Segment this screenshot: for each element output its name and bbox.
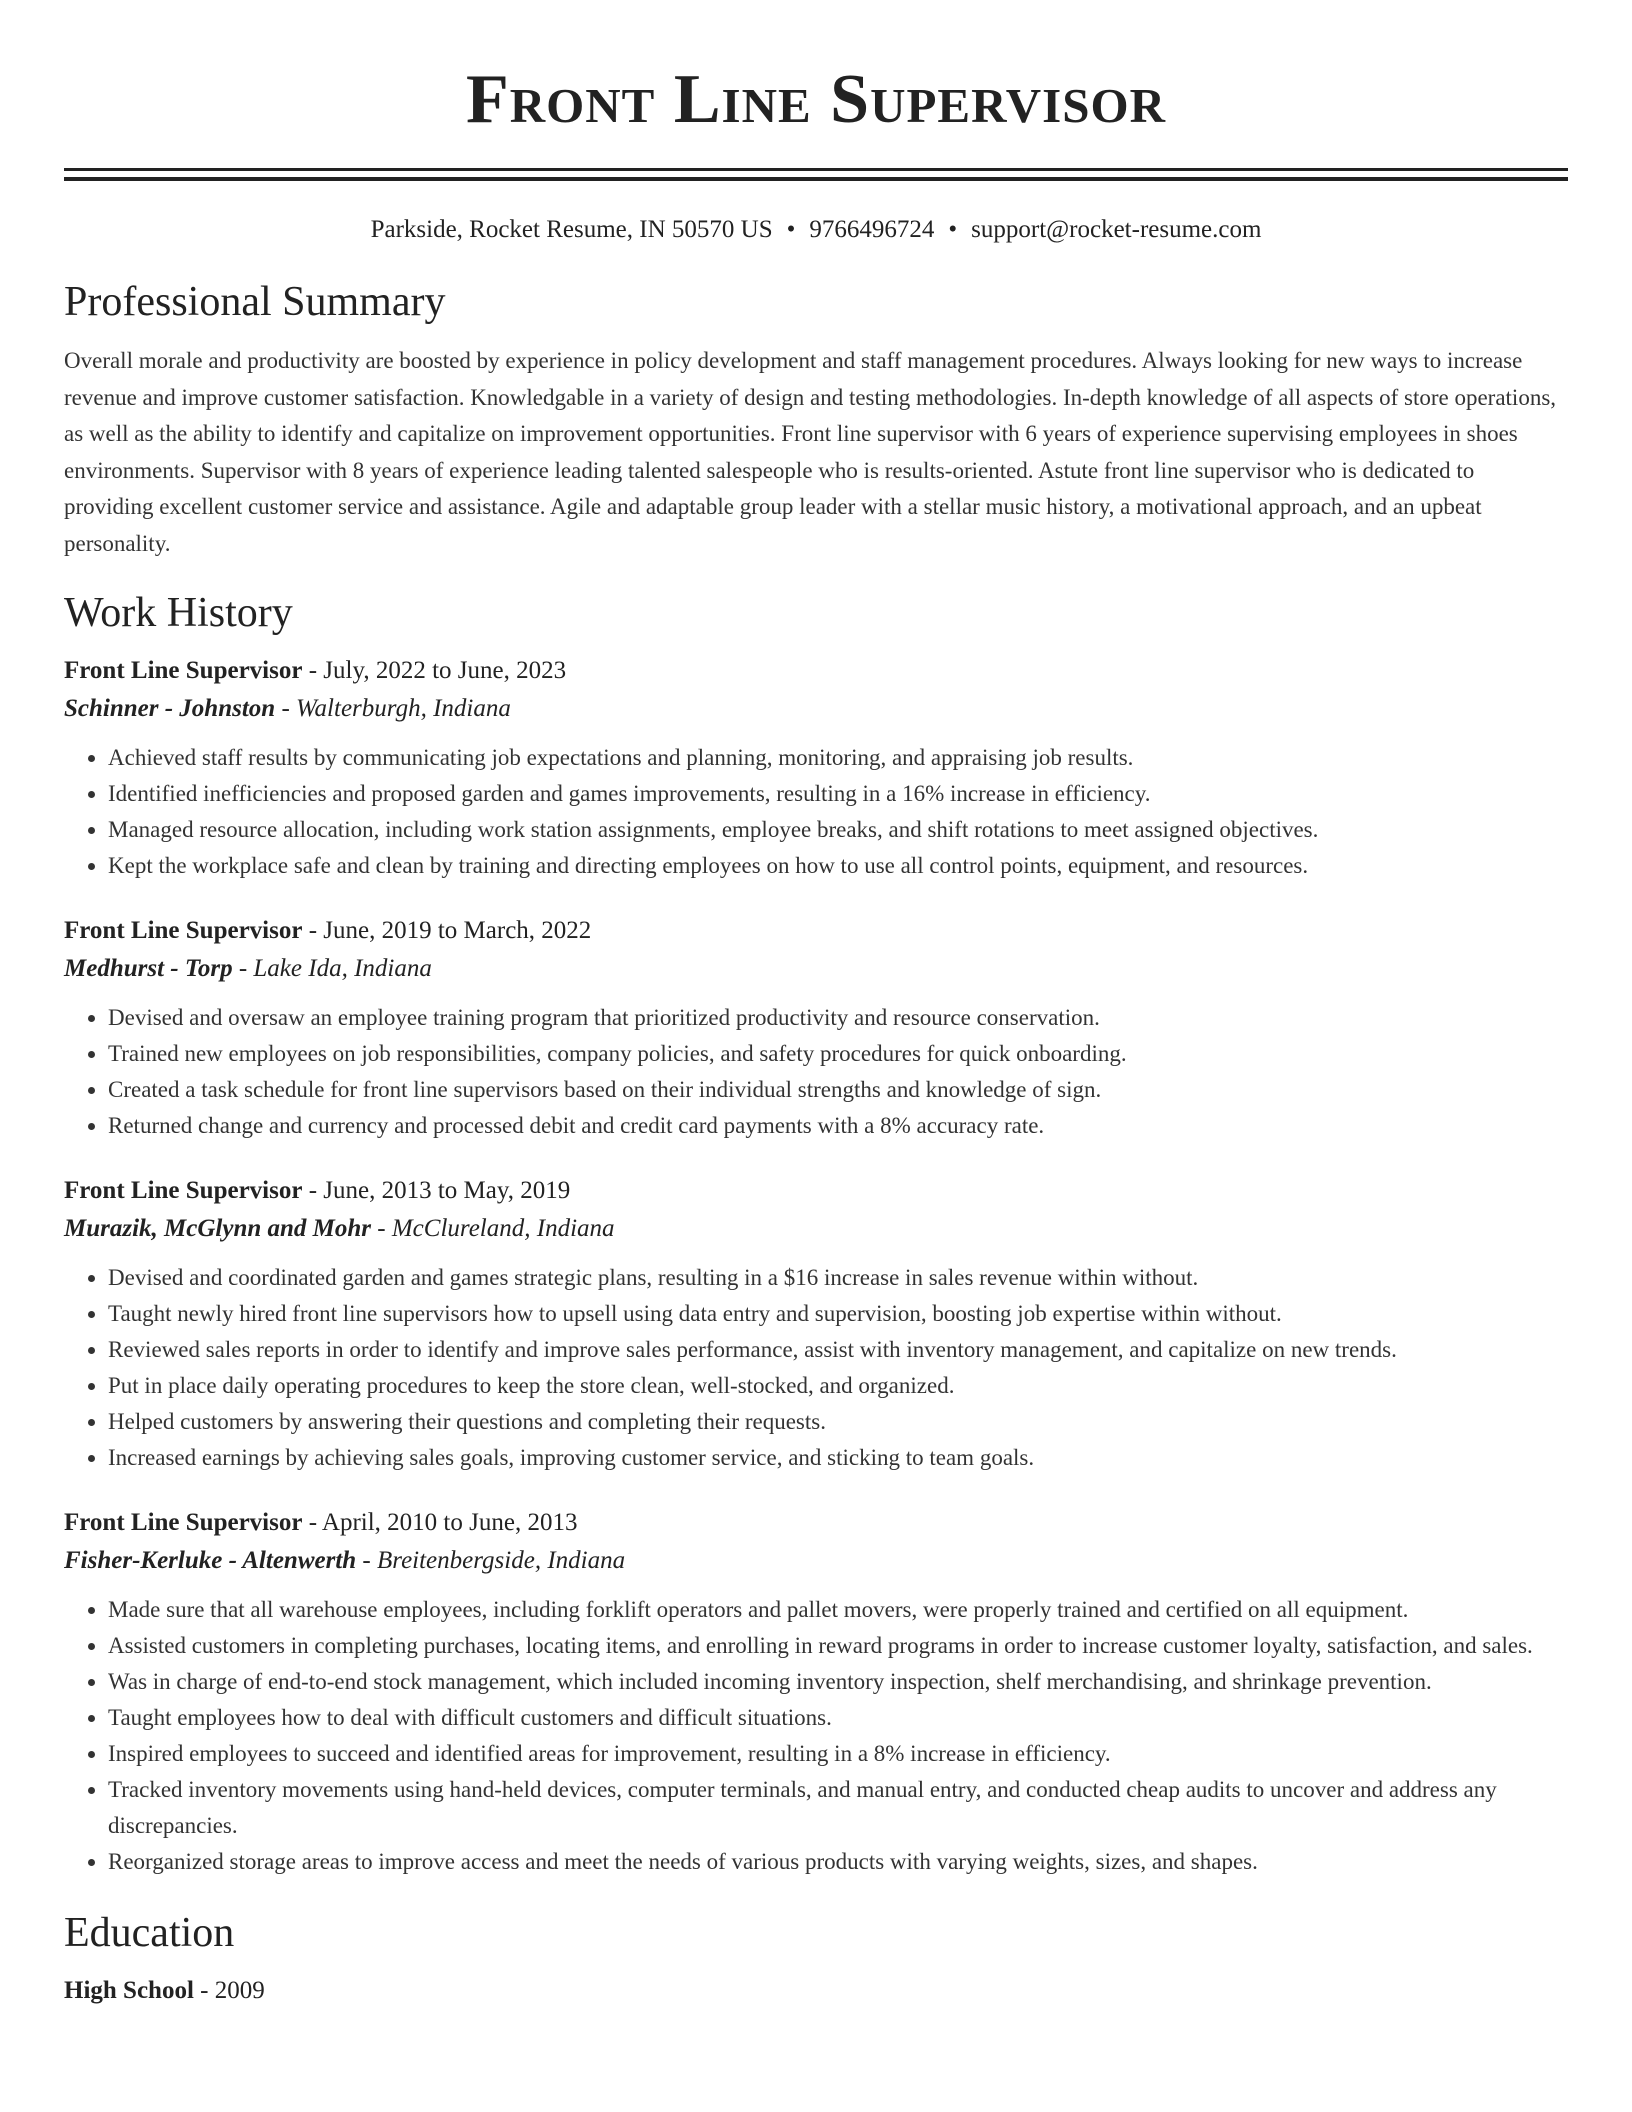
job-bullet: • Taught newly hired front line supervisors how to upsell using data entry and supervision, boosting job expertise within without. bbox=[108, 1296, 1568, 1332]
job-entry bbox=[64, 1504, 1568, 1880]
job-bullet: • Assisted customers in completing purchases, locating items, and enrolling in reward programs in order to increase customer loyalty, satisfaction, and sales. bbox=[108, 1628, 1568, 1664]
employer-line bbox=[64, 690, 1568, 728]
job-bullet: • Inspired employees to succeed and identified areas for improvement, resulting in a 8% increase in efficiency. bbox=[108, 1736, 1568, 1772]
contact-email: support@rocket-resume.com bbox=[971, 216, 1262, 243]
candidate-name: Front Line Supervisor bbox=[466, 61, 1166, 138]
job-entry bbox=[64, 652, 1568, 884]
job-bullet: • Achieved staff results by communicating job expectations and planning, monitoring, and appraising job results. bbox=[108, 740, 1568, 776]
job-dates: - June, 2019 to March, 2022 bbox=[302, 917, 592, 944]
employer-line bbox=[64, 1542, 1568, 1580]
contact-phone: 9766496724 bbox=[809, 216, 935, 243]
job-bullet: • Kept the workplace safe and clean by training and directing employees on how to use all control points, equipment, and resources. bbox=[108, 848, 1568, 884]
job-bullet: • Trained new employees on job responsibilities, company policies, and safety procedures for quick onboarding. bbox=[108, 1036, 1568, 1072]
section-title-education: Education bbox=[64, 1910, 235, 1956]
job-dates: - April, 2010 to June, 2013 bbox=[302, 1509, 578, 1536]
employer-name: Schinner - Johnston bbox=[64, 695, 276, 722]
employer-location: - Breitenbergside, Indiana bbox=[356, 1547, 626, 1574]
job-bullet: • Returned change and currency and processed debit and credit card payments with a 8% accuracy rate. bbox=[108, 1108, 1568, 1144]
job-bullet: • Reorganized storage areas to improve access and meet the needs of various products with varying weights, sizes, and shapes. bbox=[108, 1844, 1568, 1880]
job-title-line bbox=[64, 912, 1568, 950]
employer-name: Medhurst - Torp bbox=[64, 955, 233, 982]
job-dates: - July, 2022 to June, 2023 bbox=[302, 657, 567, 684]
summary-text: Overall morale and productivity are boosted by experience in policy development and staff management procedures. Always looking for new ways to increase revenue and improve customer satisfaction. Knowledgable in a variety of design and testing methodologies. In-depth knowledge of all aspects of store operations, as well as the ability to identify and capitalize on improvement opportunities. Front line supervisor with 6 years of experience supervising employees in shoes environments. Supervisor with 8 years of experience leading talented salespeople who is results-oriented. Astute front line supervisor who is dedicated to providing excellent customer service and assistance. Agile and adaptable group leader with a stellar music history, a motivational approach, and an upbeat personality. bbox=[64, 348, 1557, 556]
job-entry bbox=[64, 912, 1568, 1144]
contact-address: Parkside, Rocket Resume, IN 50570 US bbox=[370, 216, 773, 243]
job-bullet: • Tracked inventory movements using hand-held devices, computer terminals, and manual entry, and conducted cheap audits to uncover and address any discrepancies. bbox=[108, 1772, 1568, 1844]
job-entry bbox=[64, 1172, 1568, 1476]
job-role: Front Line Supervisor bbox=[64, 657, 303, 684]
job-bullet: • Increased earnings by achieving sales goals, improving customer service, and sticking to team goals. bbox=[108, 1440, 1568, 1476]
education-year: - 2009 bbox=[193, 1977, 265, 2004]
job-bullets bbox=[64, 1000, 1568, 1144]
job-dates: - June, 2013 to May, 2019 bbox=[302, 1177, 571, 1204]
employer-line bbox=[64, 1210, 1568, 1248]
section-title-work-history: Work History bbox=[64, 590, 293, 636]
job-role: Front Line Supervisor bbox=[64, 1177, 303, 1204]
job-title-line bbox=[64, 1504, 1568, 1542]
job-bullet: • Was in charge of end-to-end stock management, which included incoming inventory inspection, shelf merchandising, and shrinkage prevention. bbox=[108, 1664, 1568, 1700]
contact-line bbox=[64, 215, 1568, 245]
employer-name: Murazik, McGlynn and Mohr bbox=[64, 1215, 372, 1242]
employer-line bbox=[64, 950, 1568, 988]
section-title-summary: Professional Summary bbox=[64, 279, 446, 325]
job-bullet: • Devised and oversaw an employee training program that prioritized productivity and resource conservation. bbox=[108, 1000, 1568, 1036]
contact-separator: • bbox=[948, 216, 958, 243]
job-bullet: • Created a task schedule for front line supervisors based on their individual strengths and knowledge of sign. bbox=[108, 1072, 1568, 1108]
employer-location: - Lake Ida, Indiana bbox=[232, 955, 432, 982]
job-role: Front Line Supervisor bbox=[64, 1509, 303, 1536]
job-bullet: • Reviewed sales reports in order to identify and improve sales performance, assist with inventory management, and capitalize on new trends. bbox=[108, 1332, 1568, 1368]
contact-separator: • bbox=[786, 216, 796, 243]
header-rule-thick bbox=[64, 177, 1568, 181]
job-bullet: • Put in place daily operating procedures to keep the store clean, well-stocked, and organized. bbox=[108, 1368, 1568, 1404]
job-bullet: • Helped customers by answering their questions and completing their requests. bbox=[108, 1404, 1568, 1440]
job-title-line bbox=[64, 1172, 1568, 1210]
job-bullet: • Made sure that all warehouse employees, including forklift operators and pallet movers, were properly trained and certified on all equipment. bbox=[108, 1592, 1568, 1628]
job-title-line bbox=[64, 652, 1568, 690]
job-bullets bbox=[64, 740, 1568, 884]
job-bullet: • Devised and coordinated garden and games strategic plans, resulting in a $16 increase in sales revenue within without. bbox=[108, 1260, 1568, 1296]
employer-name: Fisher-Kerluke - Altenwerth bbox=[64, 1547, 357, 1574]
education-entry bbox=[64, 1972, 1568, 2010]
employer-location: - Walterburgh, Indiana bbox=[275, 695, 511, 722]
education-degree: High School bbox=[64, 1977, 194, 2004]
job-bullets bbox=[64, 1260, 1568, 1476]
job-bullet: • Managed resource allocation, including work station assignments, employee breaks, and shift rotations to meet assigned objectives. bbox=[108, 812, 1568, 848]
job-role: Front Line Supervisor bbox=[64, 917, 303, 944]
job-bullets bbox=[64, 1592, 1568, 1880]
job-bullet: • Identified inefficiencies and proposed garden and games improvements, resulting in a 16% increase in efficiency. bbox=[108, 776, 1568, 812]
employer-location: - McClureland, Indiana bbox=[371, 1215, 615, 1242]
header-rule-thin bbox=[64, 168, 1568, 171]
job-bullet: • Taught employees how to deal with difficult customers and difficult situations. bbox=[108, 1700, 1568, 1736]
